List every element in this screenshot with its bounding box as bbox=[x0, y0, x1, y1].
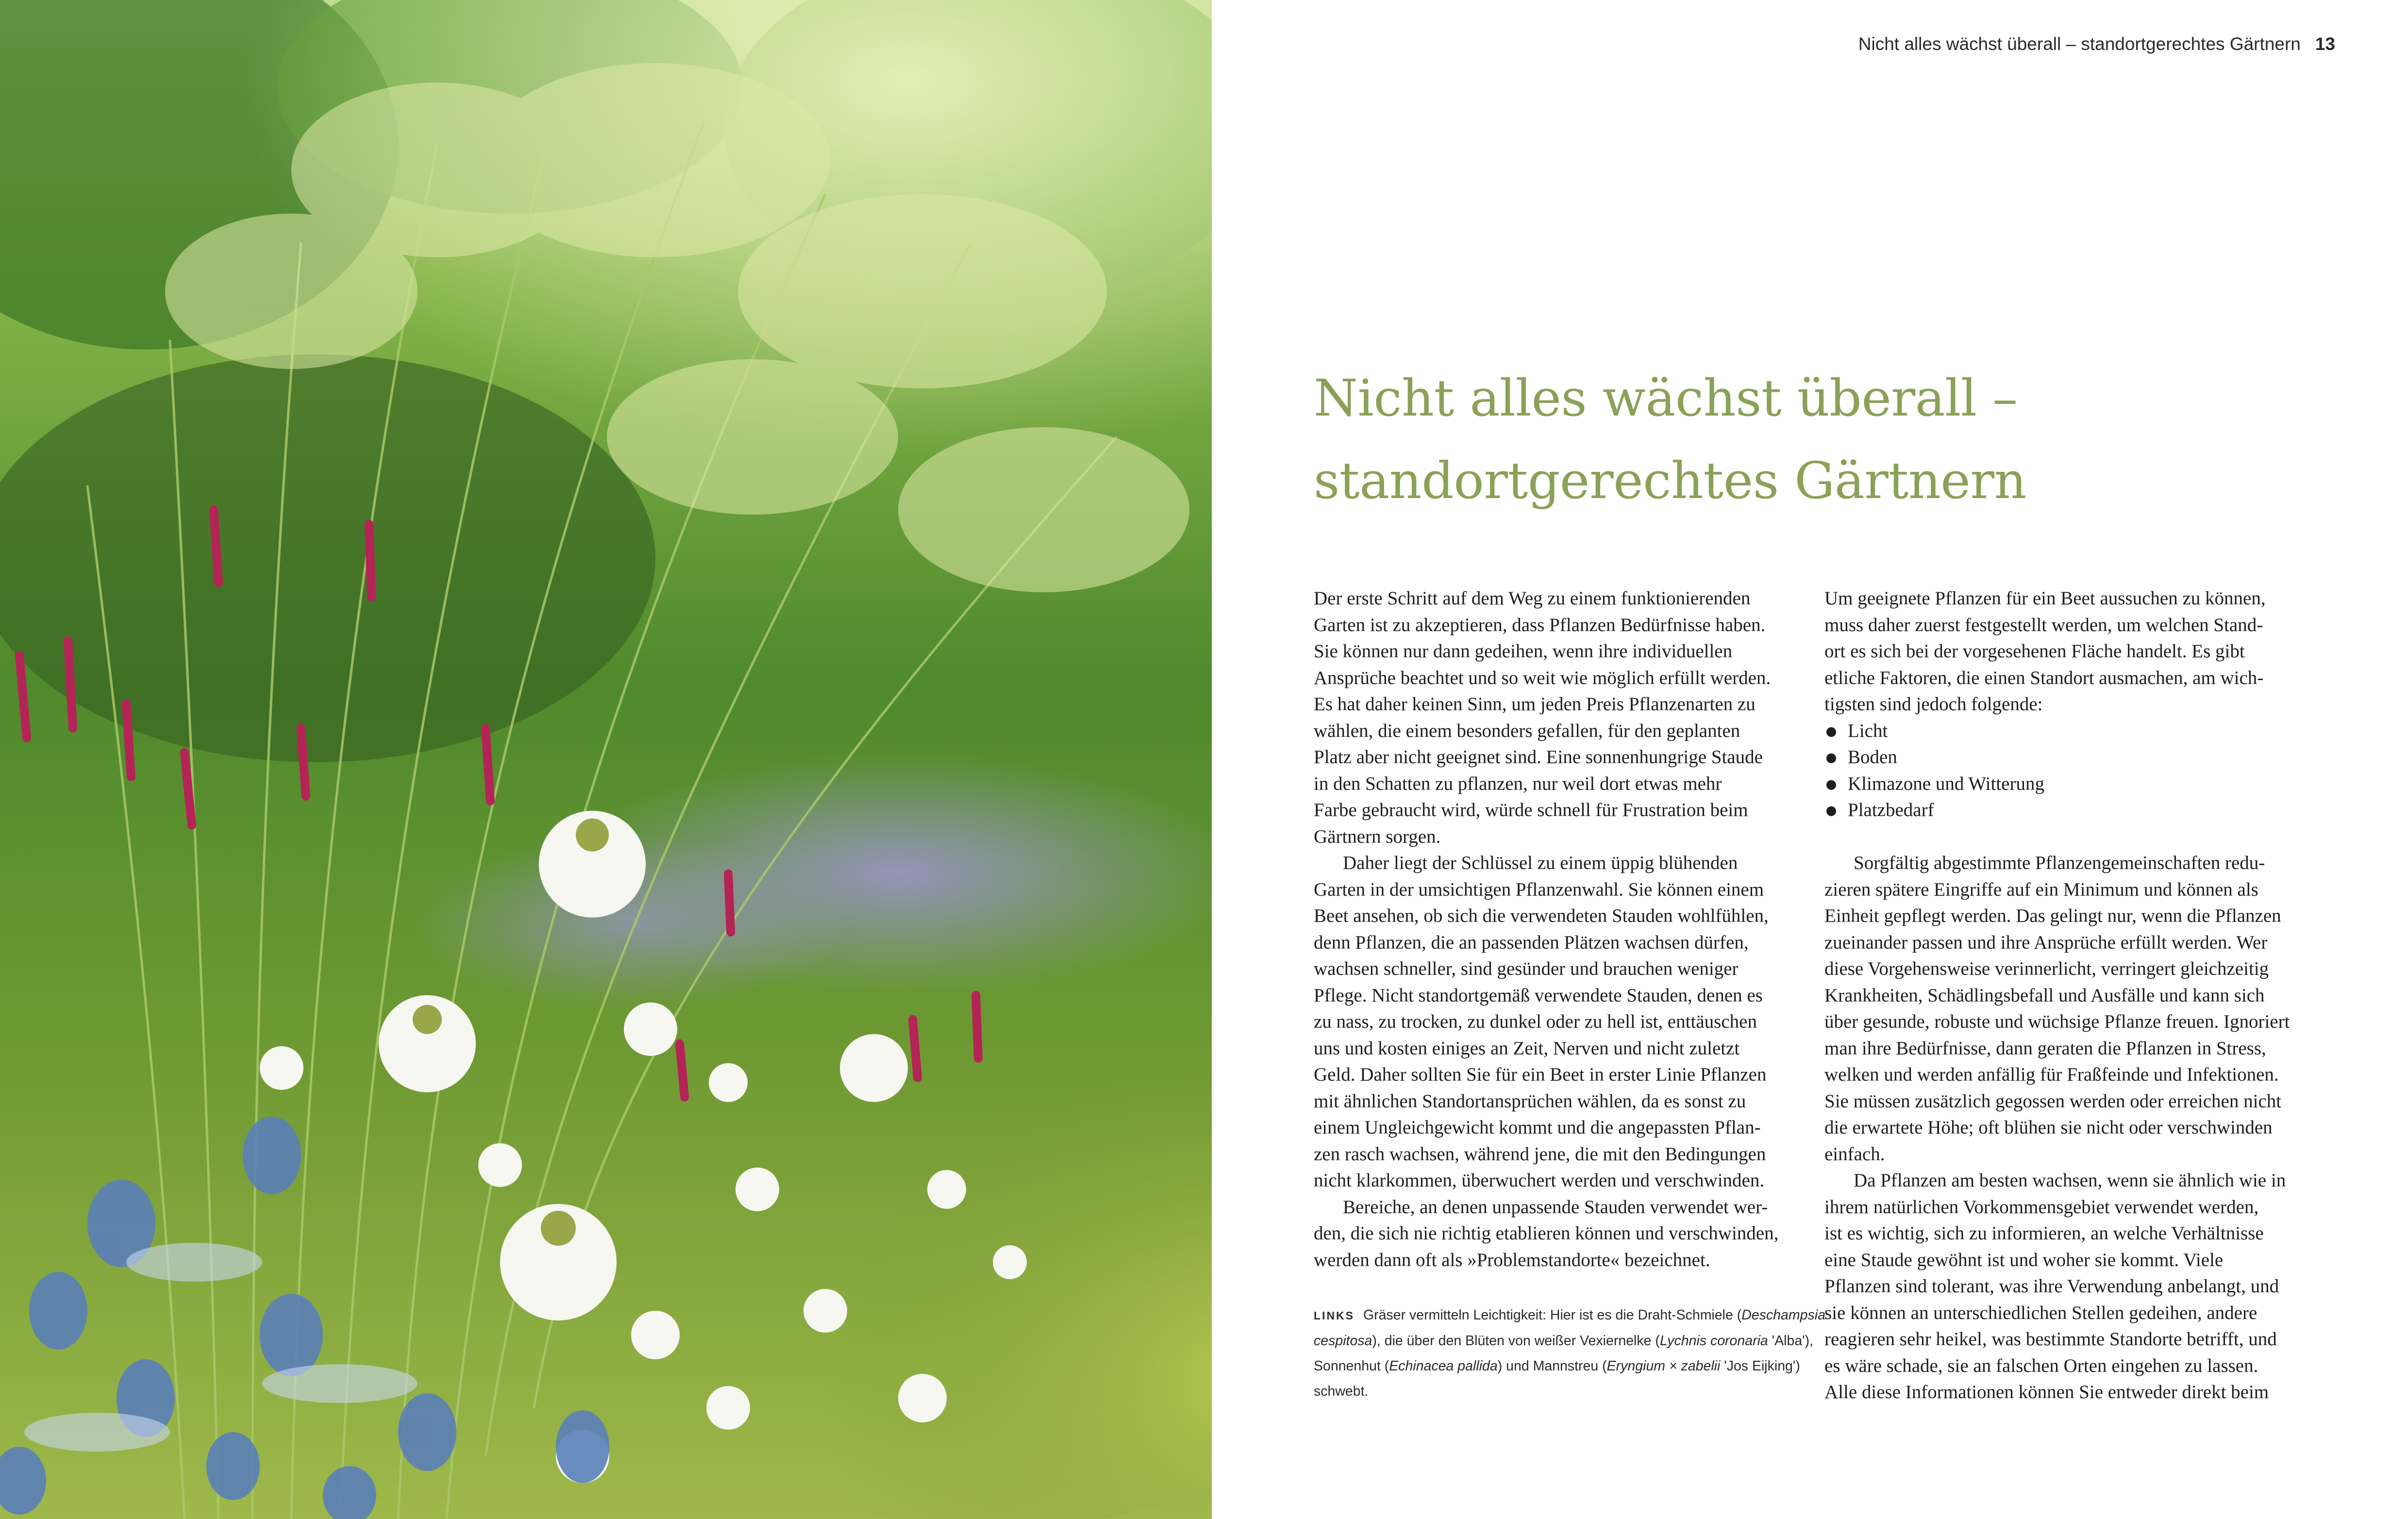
bullet-icon bbox=[1826, 780, 1836, 790]
list-item-label: Platzbedarf bbox=[1848, 800, 1934, 820]
paragraph: Daher liegt der Schlüssel zu einem üppig blühenden Garten in der umsichtigen Pflanzenwahl. Sie können einem Beet ansehen, ob sich die verwendeten Stauden wohlfühlen, denn Pflanzen, die an passenden Plätzen wachsen dürfen, wachsen schneller, sind gesünder und brauchen weniger Pflege. Nicht standortgemäß verwendete Stauden, denen es zu nass, zu trocken, zu dunkel oder zu hell ist, enttäuschen uns und kosten einiges an Zeit, Nerven und nicht zuletzt Geld. Daher sollten Sie für ein Beet in erster Linie Pflanzen mit ähnlichen Standortansprüchen wählen, da es sonst zu einem Ungleichgewicht kommt und die angepassten Pflan- zen rasch wachsen, während jene, die mit den Bedingungen nicht klarkommen, überwuchert werden und verschwinden. bbox=[1314, 852, 1769, 1191]
list-item-label: Klimazone und Witterung bbox=[1848, 773, 2044, 794]
caption-text: ) und Mannstreu ( bbox=[1497, 1358, 1607, 1374]
bullet-icon bbox=[1826, 806, 1836, 816]
chapter-title-line-2: standortgerechtes Gärtnern bbox=[1314, 451, 2027, 510]
caption-text: Gräser vermitteln Leichtigkeit: Hier ist es die Draht-Schmiele ( bbox=[1363, 1307, 1742, 1323]
caption-label: LINKS bbox=[1314, 1309, 1354, 1322]
list-item bbox=[1824, 744, 2339, 771]
list-item-label: Boden bbox=[1848, 747, 1897, 768]
caption-text: 'Jos Eijking') schwebt. bbox=[1314, 1358, 1800, 1399]
paragraph-gap bbox=[1824, 824, 2339, 851]
paragraph: Bereiche, an denen unpassende Stauden verwendet wer- den, die sich nie richtig etablieren können und verschwinden, werden dann oft als »Problemstandorte« bezeichnet. bbox=[1314, 1196, 1779, 1270]
caption-text: 'Alba'), Sonnenhut ( bbox=[1314, 1333, 1814, 1374]
photo-caption bbox=[1314, 1302, 1828, 1404]
list-item bbox=[1824, 797, 2339, 824]
paragraph: Sorgfältig abgestimmte Pflanzengemeinschaften redu- zieren spätere Eingriffe auf ein Minimum und können als Einheit gepflegt werden. Das gelingt nur, wenn die Pflanzen zueinander passen und ihre Ansprüche erfüllt werden. Wer diese Vorgehensweise verinnerlicht, verringert gleichzeitig Krankheiten, Schädlingsbefall und Ausfälle und kann sich über gesunde, robuste und wüchsige Pflanze freuen. Ignoriert man ihre Bedürfnisse, dann geraten die Pflanzen in Stress, welken und werden anfällig für Fraßfeinde und Infektionen. Sie müssen zusätzlich gegossen werden oder erreichen nicht die erwartete Höhe; oft blühen sie nicht oder verschwinden einfach. bbox=[1824, 852, 2290, 1165]
running-head-title: Nicht alles wächst überall – standortgerechtes Gärtnern bbox=[1858, 34, 2301, 54]
caption-latin-name: Deschampsia cespitosa bbox=[1314, 1307, 1825, 1349]
bullet-list bbox=[1824, 718, 2339, 824]
list-item bbox=[1824, 718, 2339, 745]
bullet-icon bbox=[1826, 727, 1836, 737]
bullet-icon bbox=[1826, 753, 1836, 763]
caption-latin-name: Eryngium × zabelii bbox=[1606, 1358, 1721, 1374]
chapter-title bbox=[1314, 357, 2236, 522]
paragraph: Da Pflanzen am besten wachsen, wenn sie ähnlich wie in ihrem natürlichen Vorkommensgebiet verwendet werden, ist es wichtig, sich zu informieren, an welche Verhältnisse eine Staude gewöhnt ist und woher sie kommt. Viele Pflanzen sind tolerant, was ihre Verwendung anbelangt, und sie können an unterschiedlichen Stellen gedeihen, andere reagieren sehr heikel, was bestimmte Standorte betrifft, und es wäre schade, sie an falschen Orten eingehen zu lassen. Alle diese Informationen können Sie entweder direkt beim bbox=[1824, 1170, 2286, 1402]
list-item-label: Licht bbox=[1848, 720, 1888, 741]
page-number: 13 bbox=[2315, 34, 2335, 54]
paragraph: Der erste Schritt auf dem Weg zu einem funktionierenden Garten ist zu akzeptieren, dass Pflanzen Bedürfnisse haben. Sie können nur dann gedeihen, wenn ihre individuellen Ansprüche beachtet und so weit wie möglich erfüllt werden. Es hat daher keinen Sinn, um jeden Preis Pflanzenarten zu wählen, die einem besonders gefallen, für den geplanten Platz aber nicht geeignet sind. Eine sonnenhungrige Staude in den Schatten zu pflanzen, nur weil dort etwas mehr Farbe gebraucht wird, würde schnell für Frustration beim Gärtnern sorgen. bbox=[1314, 588, 1771, 847]
caption-latin-name: Lychnis coronaria bbox=[1659, 1333, 1768, 1349]
list-item bbox=[1824, 771, 2339, 798]
caption-latin-name: Echinacea pallida bbox=[1389, 1358, 1498, 1374]
running-head bbox=[1602, 34, 2335, 54]
chapter-title-line-1: Nicht alles wächst überall – bbox=[1314, 368, 2018, 428]
body-column-left bbox=[1314, 585, 1828, 1273]
paragraph: Um geeignete Pflanzen für ein Beet aussuchen zu können, muss daher zuerst festgestellt werden, um welchen Stand- ort es sich bei der vorgesehenen Fläche handelt. Es gibt etliche Faktoren, die einen Standort ausmachen, am wich- tigsten sind jedoch folgende: bbox=[1824, 588, 2266, 715]
body-column-right bbox=[1824, 585, 2339, 1406]
caption-text: ), die über den Blüten von weißer Vexiernelke ( bbox=[1372, 1333, 1660, 1349]
